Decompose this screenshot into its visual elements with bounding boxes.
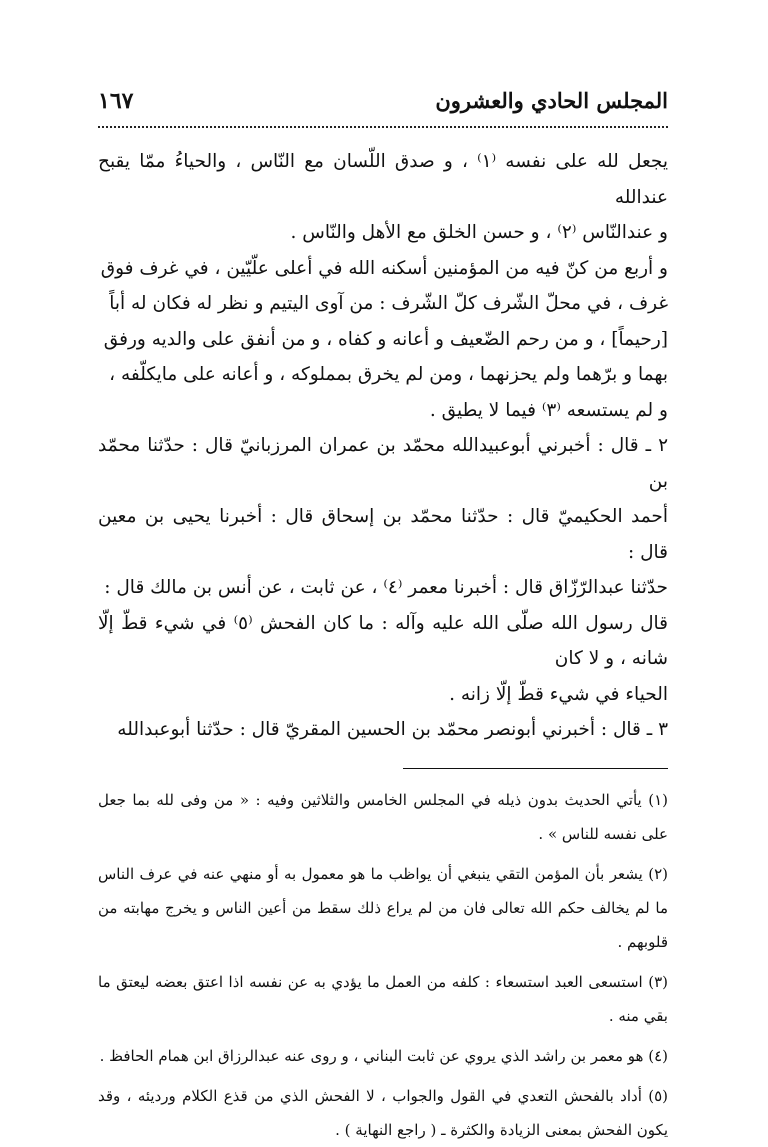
footnote: (٢) يشعر بأن المؤمن التقي ينبغي أن يواظب ما هو معمول به أو منهي عنه في عرف الناس ما لم يخالف حكم الله تعالى فان من لم يراع ذلك سقط من أعين الناس و يخرج مهابته من قلوبهم . bbox=[98, 864, 668, 951]
text-line: أحمد الحكيميّ قال : حدّثنا محمّد بن إسحاق قال : أخبرنا يحيى بن معين قال : bbox=[98, 506, 668, 563]
text-line: [رحيماً] ، و من رحم الضّعيف و أعانه و كفاه ، و من أنفق على والديه ورفق bbox=[103, 328, 668, 350]
footnote: (٤) هو معمر بن راشد الذي يروي عن ثابت البناني ، و روى عنه عبدالرزاق ابن همام الحافظ . bbox=[99, 1046, 668, 1065]
text-line: ٢ ـ قال : أخبرني أبوعبيدالله محمّد بن عمران المرزبانيّ قال : حدّثنا محمّد بن bbox=[98, 435, 668, 492]
text-line: و لم يستسعه ⁽٣⁾ فيما لا يطيق . bbox=[429, 399, 668, 421]
text-line: و أربع من كنّ فيه من المؤمنين أسكنه الله في أعلى علّيّين ، في غرف فوق bbox=[100, 257, 668, 279]
paragraph bbox=[98, 251, 668, 429]
main-text bbox=[98, 144, 668, 748]
text-line: ٣ ـ قال : أخبرني أبونصر محمّد بن الحسين المقريّ قال : حدّثنا أبوعبدالله bbox=[117, 719, 668, 740]
text-line: حدّثنا عبدالرّزّاق قال : أخبرنا معمر ⁽٤⁾ ، عن ثابت ، عن أنس بن مالك قال : bbox=[104, 577, 668, 598]
header-divider bbox=[98, 126, 668, 128]
running-header bbox=[98, 86, 668, 116]
footnote-separator bbox=[403, 768, 668, 769]
footnote: (٣) استسعى العبد استسعاء : كلفه من العمل ما يؤدي به عن نفسه اذا اعتق بعضه ليعتق ما بقي منه . bbox=[98, 972, 668, 1025]
hadith-paragraph bbox=[98, 428, 668, 712]
paragraph bbox=[98, 144, 668, 251]
page-number: ١٦٧ bbox=[98, 88, 134, 114]
text-line: قال رسول الله صلّى الله عليه وآله : ما كان الفحش ⁽٥⁾ في شيء قطّ إلّا شانه ، و لا كان bbox=[98, 612, 668, 669]
footnote: (٥) أداد بالفحش التعدي في القول والجواب ، لا الفحش الذي من قذع الكلام ورديئه ، وقد يكون الفحش بمعنى الزيادة والكثرة ـ ( راجع النهاية ) . bbox=[98, 1086, 668, 1139]
text-line: غرف ، في محلّ الشّرف كلّ الشّرف : من آوى اليتيم و نظر له فكان له أباً bbox=[109, 293, 668, 314]
text-line: الحياء في شيء قطّ إلّا زانه . bbox=[449, 683, 668, 705]
footnotes bbox=[98, 783, 668, 1147]
text-line: يجعل لله على نفسه ⁽١⁾ ، و صدق اللّسان مع النّاس ، والحياءُ ممّا يقبح عندالله bbox=[98, 151, 668, 208]
hadith-paragraph bbox=[98, 712, 668, 748]
text-line: و عندالنّاس ⁽٢⁾ ، و حسن الخلق مع الأهل والنّاس . bbox=[290, 222, 668, 243]
chapter-title: المجلس الحادي والعشرون bbox=[435, 88, 668, 113]
text-line: بهما و برّهما ولم يحزنهما ، ومن لم يخرق بمملوكه ، و أعانه على مايكلّفه ، bbox=[109, 364, 668, 385]
footnote: (١) يأتي الحديث بدون ذيله في المجلس الخامس والثلاثين وفيه : « من وفى لله بما جعل على نفسه للناس » . bbox=[98, 790, 668, 843]
